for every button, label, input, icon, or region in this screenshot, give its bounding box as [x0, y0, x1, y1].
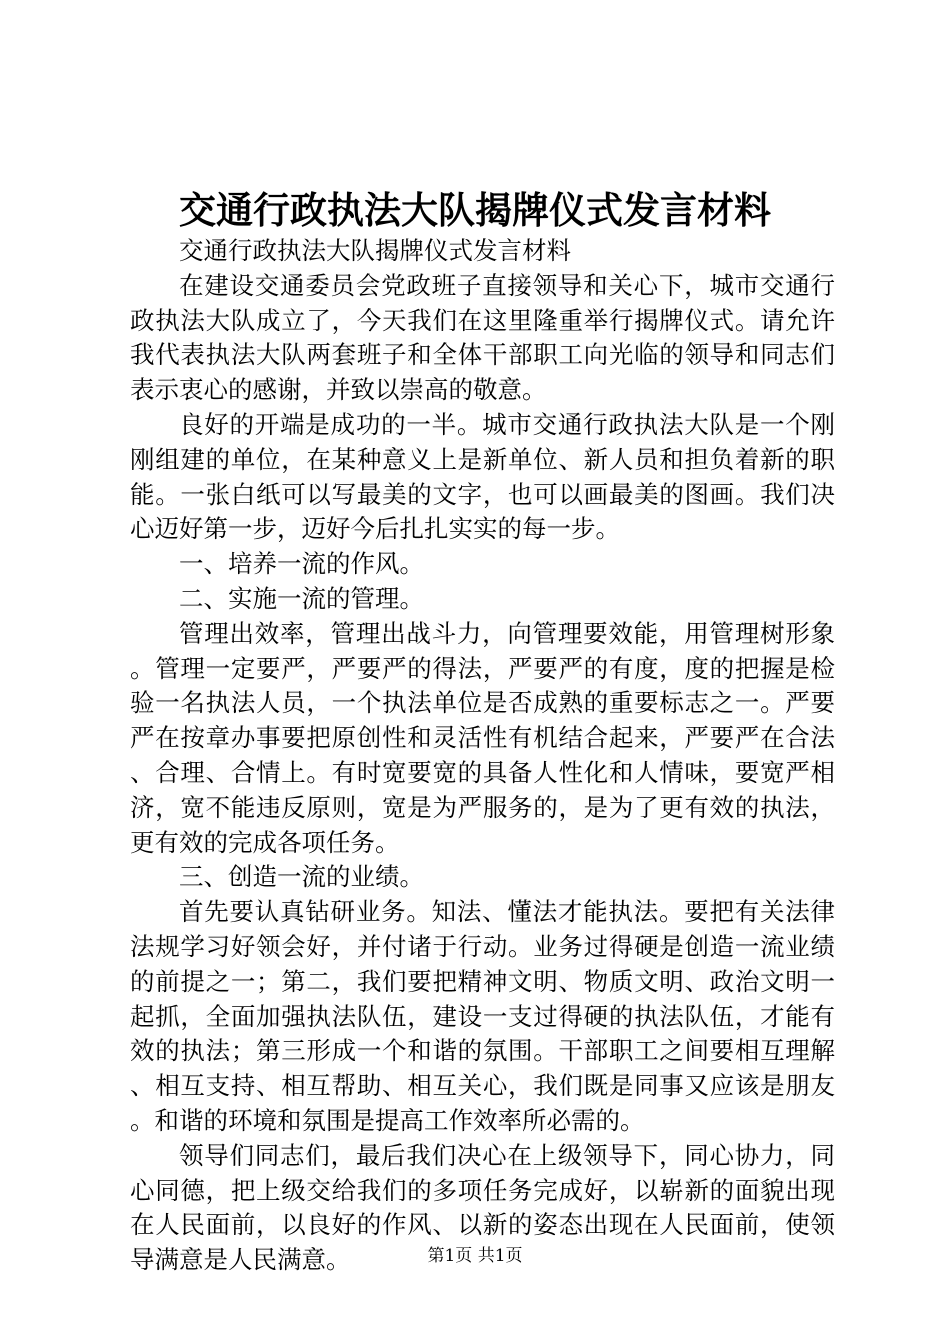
body-paragraph: 良好的开端是成功的一半。城市交通行政执法大队是一个刚刚组建的单位，在某种意义上是新单位、新人员和担负着新的职能。一张白纸可以写最美的文字，也可以画最美的图画。我们决心迈好第一步，迈好今后扎扎实实的每一步。: [130, 409, 835, 544]
body-paragraph: 交通行政执法大队揭牌仪式发言材料: [179, 236, 571, 265]
section-heading: 三、创造一流的业绩。: [179, 862, 424, 892]
body-paragraph: 管理出效率，管理出战斗力，向管理要效能，用管理树形象。管理一定要严，严要严的得法，严要严的有度，度的把握是检验一名执法人员，一个执法单位是否成熟的重要标志之一。严要严在按章办事要把原创性和灵活性有机结合起来，严要严在合法、合理、合情上。有时宽要宽的具备人性化和人情味，要宽严相济，宽不能违反原则，宽是为严服务的，是为了更有效的执法，更有效的完成各项任务。: [130, 618, 835, 857]
section-heading: 二、实施一流的管理。: [179, 583, 424, 613]
body-paragraph: 在建设交通委员会党政班子直接领导和关心下，城市交通行政执法大队成立了，今天我们在这里隆重举行揭牌仪式。请允许我代表执法大队两套班子和全体干部职工向光临的领导和同志们表示衷心的感谢，并致以崇高的敬意。: [130, 270, 835, 405]
document-body: [130, 234, 835, 1278]
page-footer: 第1页 共1页: [427, 1246, 523, 1266]
document-title: 交通行政执法大队揭牌仪式发言材料: [179, 188, 771, 232]
body-paragraph: 领导们同志们，最后我们决心在上级领导下，同心协力，同心同德，把上级交给我们的多项任务完成好，以崭新的面貌出现在人民面前，以良好的作风、以新的姿态出现在人民面前，使领导满意是人民满意。: [130, 1140, 835, 1275]
body-paragraph: 首先要认真钻研业务。知法、懂法才能执法。要把有关法律法规学习好领会好，并付诸于行动。业务过得硬是创造一流业绩的前提之一；第二，我们要把精神文明、物质文明、政治文明一起抓，全面加强执法队伍，建设一支过得硬的执法队伍，才能有效的执法；第三形成一个和谐的氛围。干部职工之间要相互理解、相互支持、相互帮助、相互关心，我们既是同事又应该是朋友。和谐的环境和氛围是提高工作效率所必需的。: [130, 897, 835, 1135]
section-heading: 一、培养一流的作风。: [179, 549, 424, 579]
